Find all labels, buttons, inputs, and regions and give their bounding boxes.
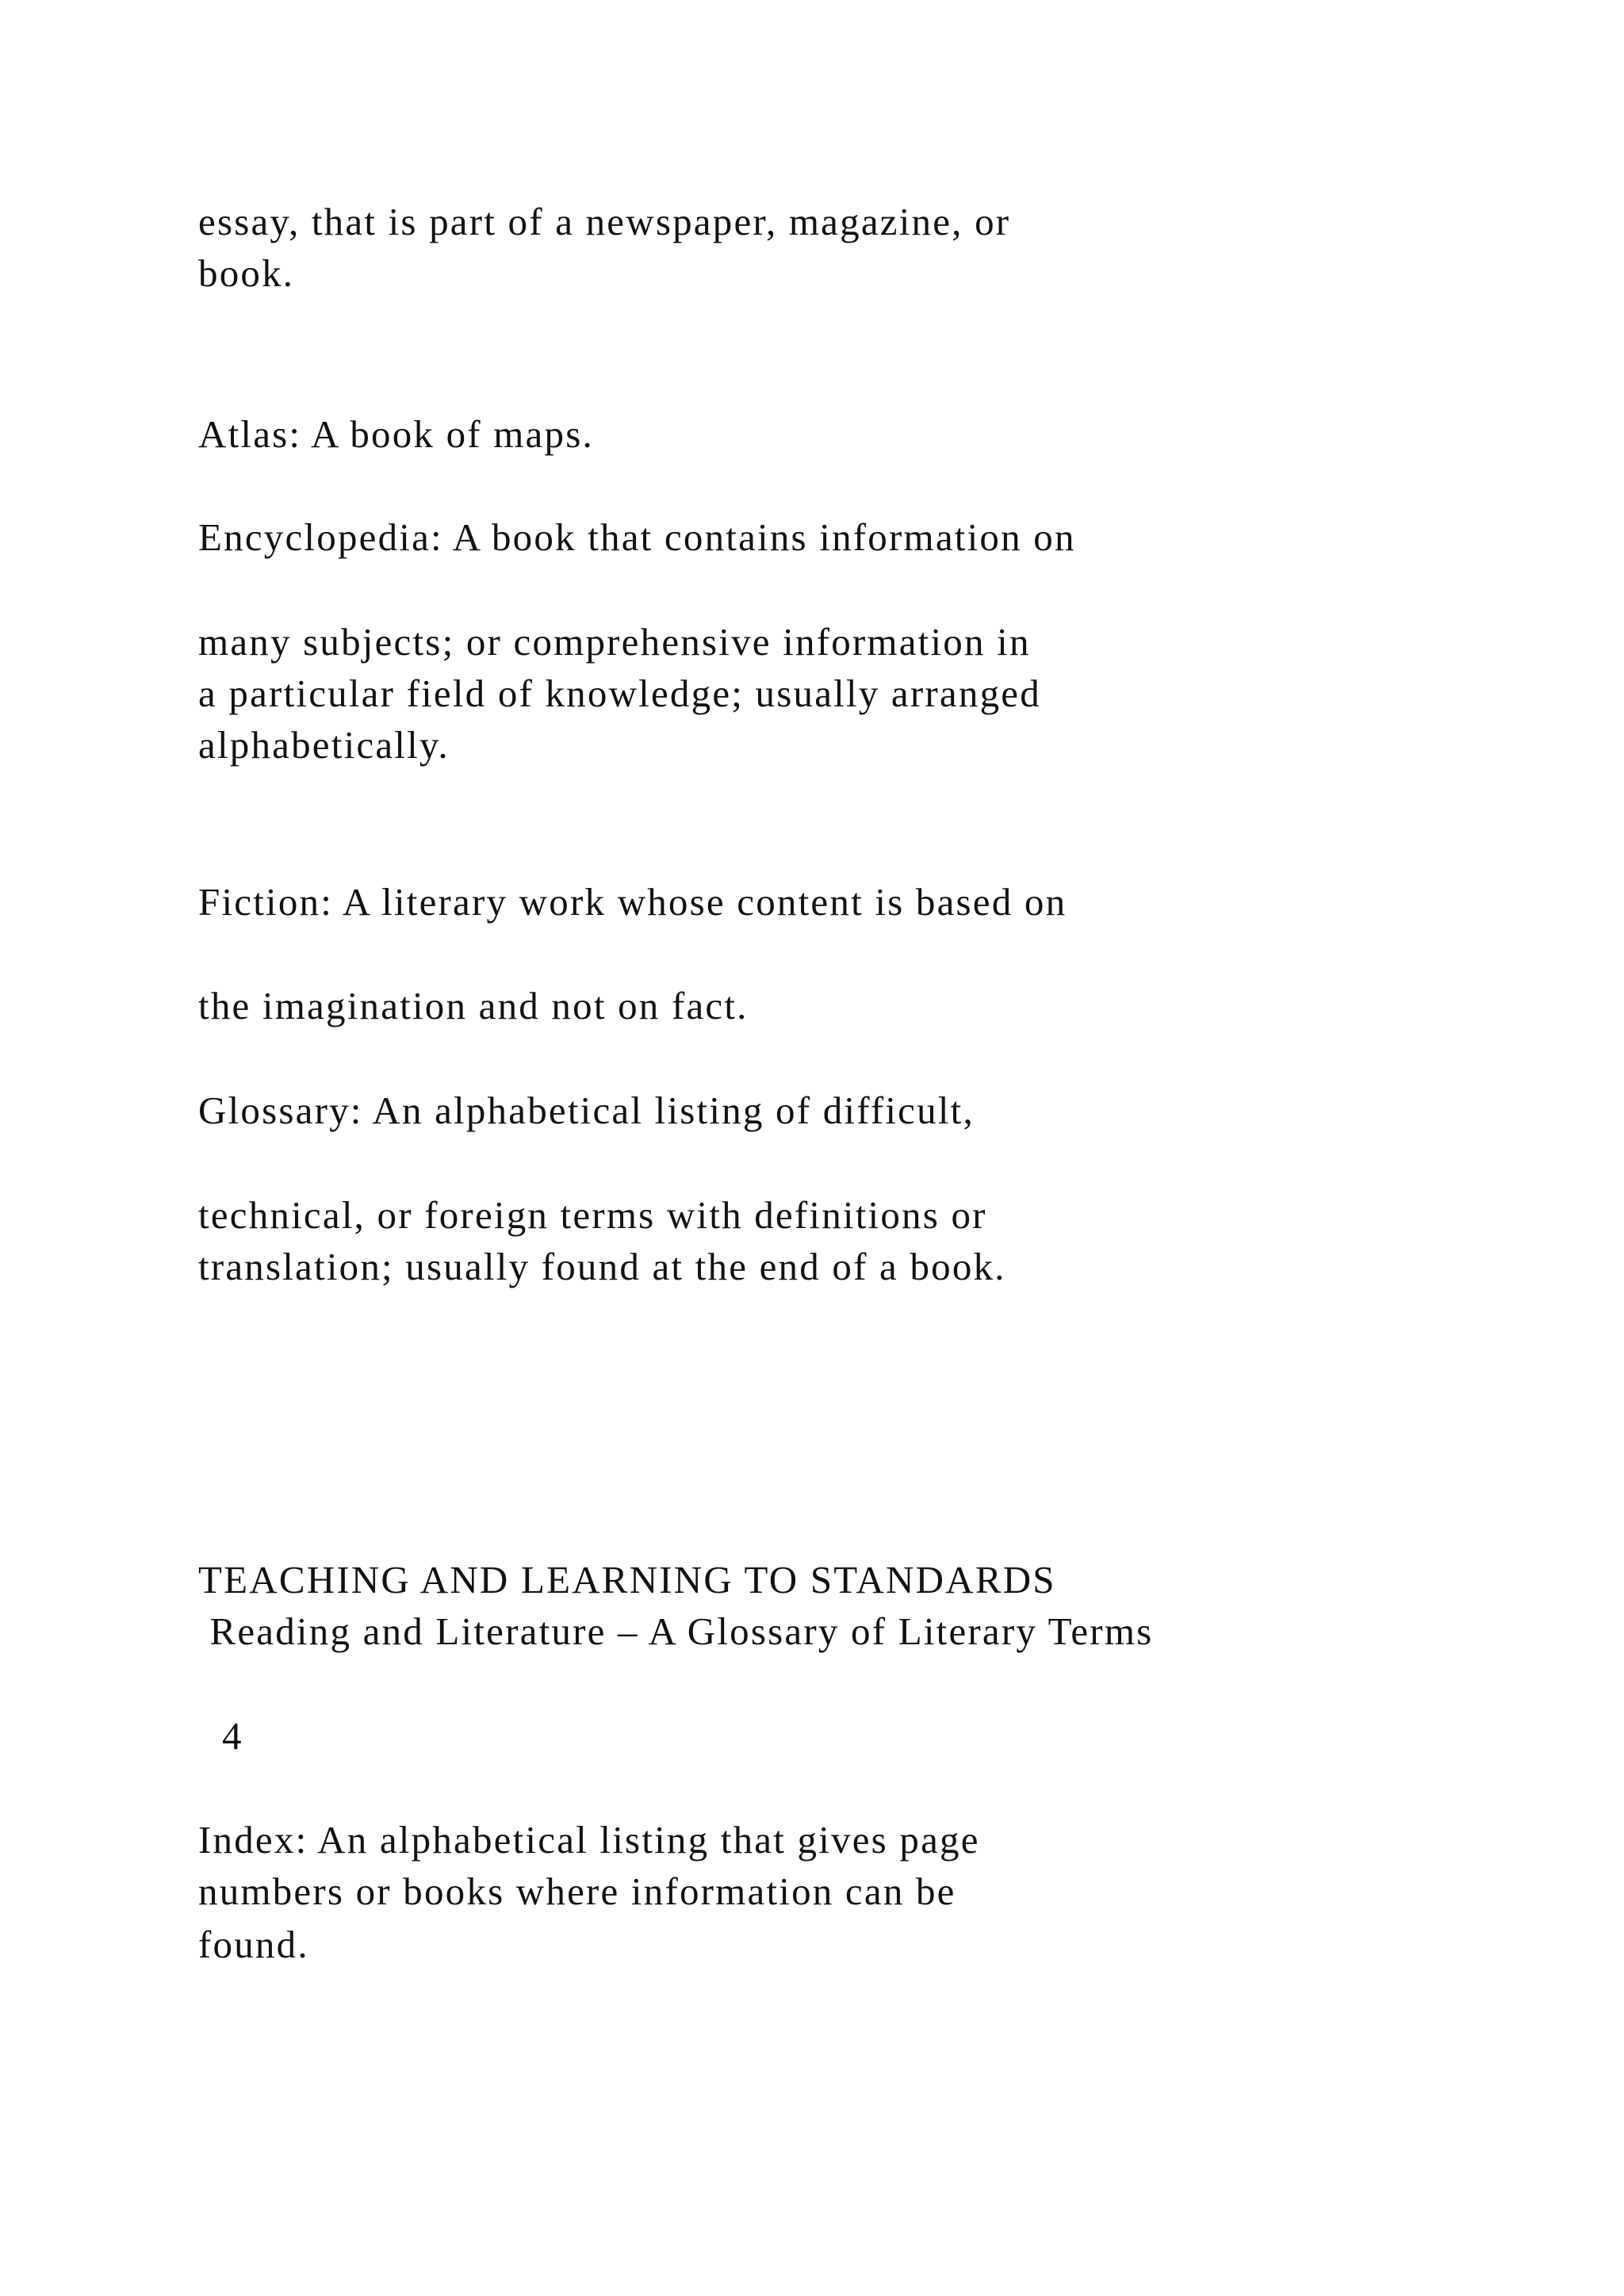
text-line: the imagination and not on fact. bbox=[198, 984, 749, 1027]
section-subheading: Reading and Literature – A Glossary of Literary Terms bbox=[198, 1609, 1154, 1653]
text-line: alphabetically. bbox=[198, 723, 450, 767]
text-line: found. bbox=[198, 1923, 309, 1966]
text-line: technical, or foreign terms with definitions or bbox=[198, 1193, 987, 1237]
text-line: translation; usually found at the end of a book. bbox=[198, 1245, 1006, 1288]
text-line: essay, that is part of a newspaper, magazine, or bbox=[198, 200, 1011, 243]
text-line: a particular field of knowledge; usually arranged bbox=[198, 672, 1041, 715]
page-number: 4 bbox=[222, 1714, 243, 1758]
text-line: many subjects; or comprehensive information in bbox=[198, 620, 1031, 664]
section-heading: TEACHING AND LEARNING TO STANDARDS bbox=[198, 1558, 1056, 1601]
text-line: Glossary: An alphabetical listing of difficult, bbox=[198, 1089, 975, 1132]
text-line: numbers or books where information can be bbox=[198, 1869, 956, 1913]
text-line: Fiction: A literary work whose content is based on bbox=[198, 880, 1067, 924]
text-line: Encyclopedia: A book that contains information on bbox=[198, 515, 1076, 559]
text-line: book. bbox=[198, 251, 295, 295]
text-line: Atlas: A book of maps. bbox=[198, 412, 594, 456]
text-line: Index: An alphabetical listing that gives page bbox=[198, 1818, 980, 1862]
